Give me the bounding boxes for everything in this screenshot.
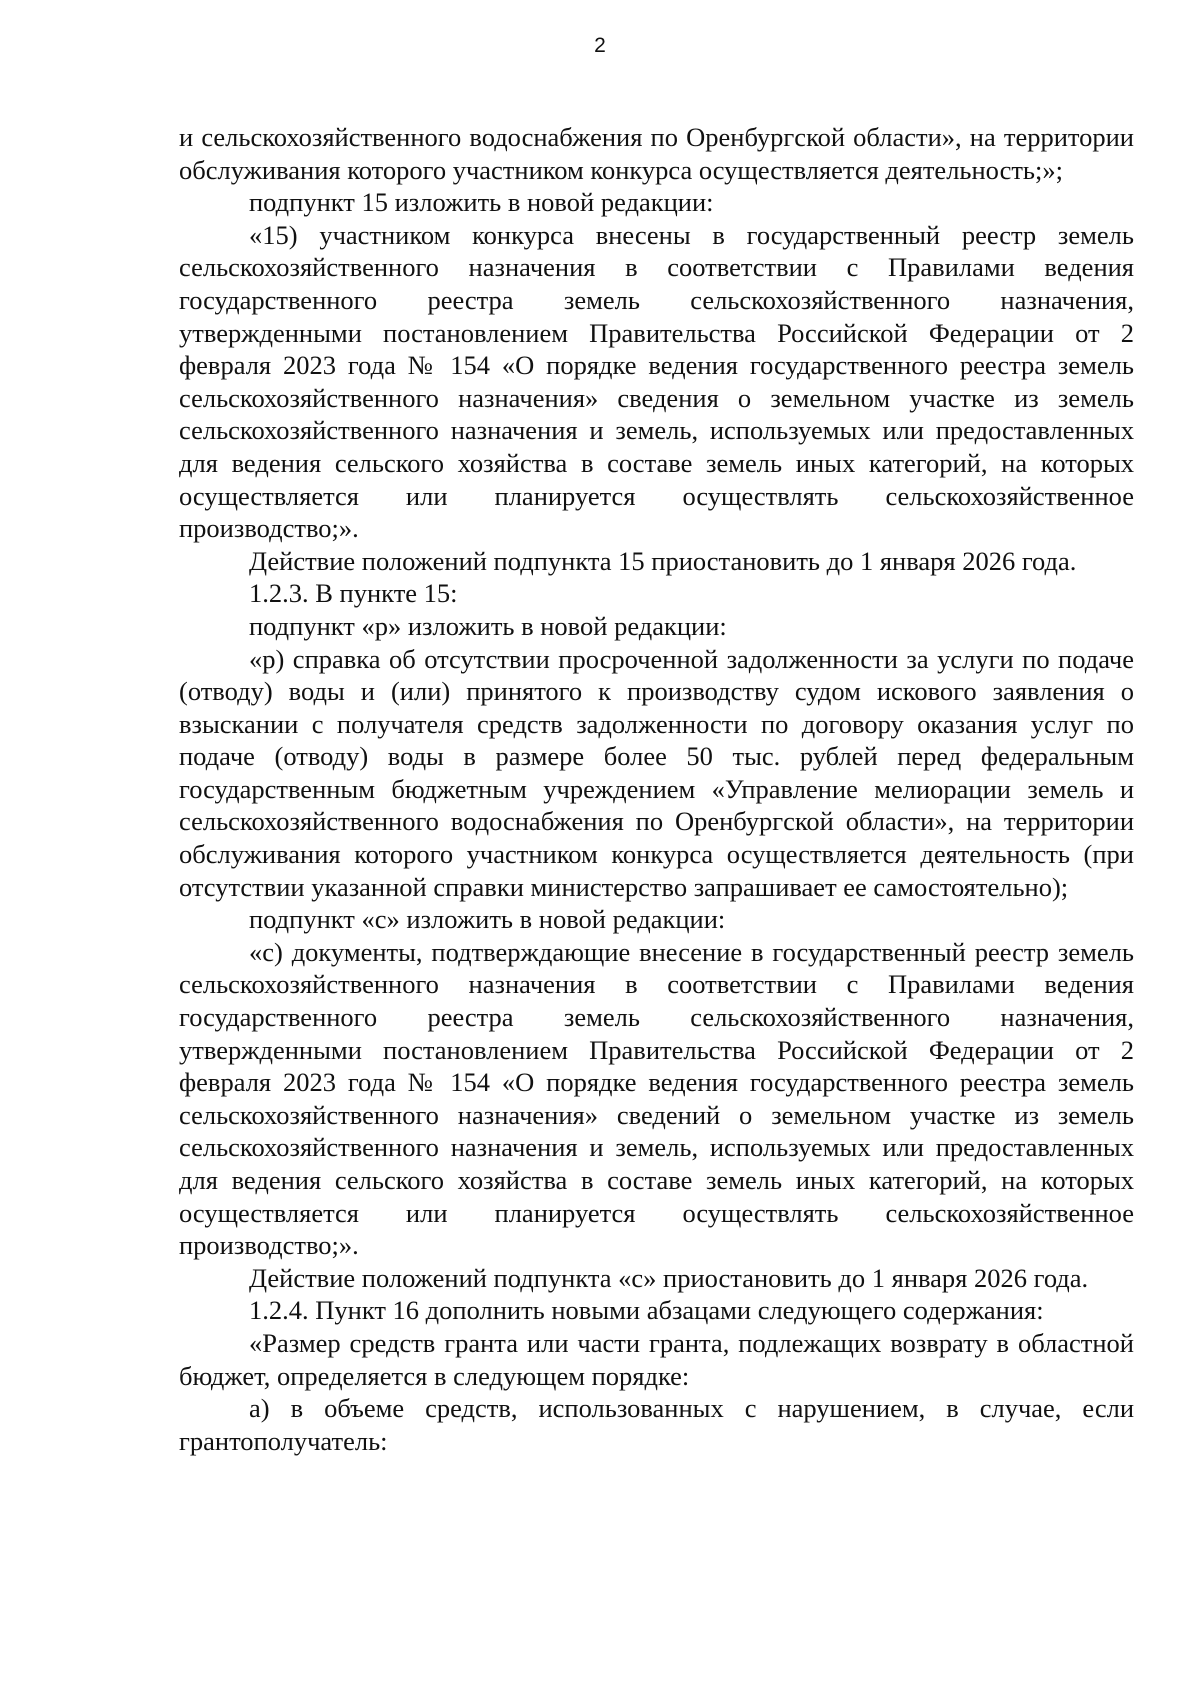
paragraph: а) в объеме средств, использованных с нарушением, в случае, если грантополучатель: [179,1393,1134,1456]
paragraph: «Размер средств гранта или части гранта, подлежащих возврату в областной бюджет, определяется в следующем порядке: [179,1327,1134,1391]
paragraph: подпункт «с» изложить в новой редакции: [249,904,726,935]
paragraph: «р) справка об отсутствии просроченной задолженности за услуги по подаче (отводу) воды и (или) принятого к производству судом искового заявления о взыскании с получателя средств задолженности по договору оказания услуг по подаче (отводу) воды в размере более 50 тыс. рублей перед федеральным государственным бюджетным учреждением «Управление мелиорации земель и сельскохозяйственного водоснабжения по Оренбургской области», на территории обслуживания которого участником конкурса осуществляется деятельность (при отсутствии указанной справки министерство запрашивает ее самостоятельно); [179,643,1134,902]
paragraph: подпункт «р» изложить в новой редакции: [249,610,727,641]
page-number: 2 [594,34,606,57]
paragraph: 1.2.3. В пункте 15: [249,578,458,609]
paragraph: Действие положений подпункта «с» приостановить до 1 января 2026 года. [249,1262,1089,1293]
document-body [179,121,1134,1457]
paragraph: Действие положений подпункта 15 приостановить до 1 января 2026 года. [249,545,1077,576]
paragraph: «15) участником конкурса внесены в государственный реестр земель сельскохозяйственного назначения в соответствии с Правилами ведения государственного реестра земель сельскохозяйственного назначения, утвержденными постановлением Правительства Российской Федерации от 2 февраля 2023 года № 154 «О порядке ведения государственного реестра земель сельскохозяйственного назначения» сведения о земельном участке из земель сельскохозяйственного назначения и земель, используемых или предоставленных для ведения сельского хозяйства в составе земель иных категорий, на которых осуществляется или планируется осуществлять сельскохозяйственное производство;». [179,219,1134,544]
paragraph: 1.2.4. Пункт 16 дополнить новыми абзацами следующего содержания: [249,1295,1044,1326]
paragraph: «с) документы, подтверждающие внесение в государственный реестр земель сельскохозяйственного назначения в соответствии с Правилами ведения государственного реестра земель сельскохозяйственного назначения, утвержденными постановлением Правительства Российской Федерации от 2 февраля 2023 года № 154 «О порядке ведения государственного реестра земель сельскохозяйственного назначения» сведений о земельном участке из земель сельскохозяйственного назначения и земель, используемых или предоставленных для ведения сельского хозяйства в составе земель иных категорий, на которых осуществляется или планируется осуществлять сельскохозяйственное производство;». [179,936,1134,1261]
paragraph-continuation: и сельскохозяйственного водоснабжения по Оренбургской области», на территории обслуживания которого участником конкурса осуществляется деятельность;»; [179,122,1134,185]
paragraph: подпункт 15 изложить в новой редакции: [249,187,714,218]
